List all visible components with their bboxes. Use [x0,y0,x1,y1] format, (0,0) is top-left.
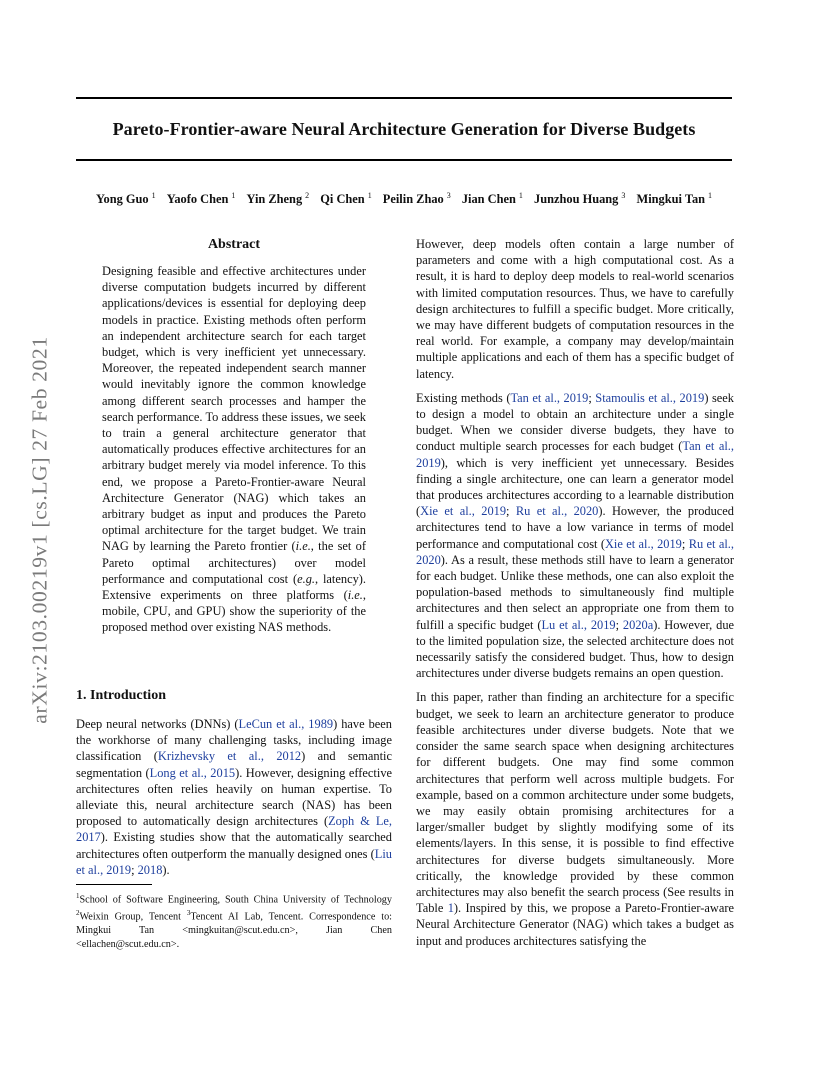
section-heading-introduction: 1. Introduction [76,688,166,703]
citation-link[interactable]: Liu et al., 2019 [76,846,392,877]
title-top-rule [76,97,732,99]
author [462,192,523,206]
body-paragraph: Existing methods (Tan et al., 2019; Stamoulis et al., 2019) seek to design a model to obtain an architecture under a single budget. When we consider diverse budgets, they have to conduct multiple search processes for each budget (Tan et al., 2019), which is very inefficient yet unnecessary. Besides finding a single architecture, one can learn a generator model that produces architectures according to a learnable distribution (Xie et al., 2019; Ru et al., 2020). However, the produced architectures tend to have a low variance in terms of model performance and computational cost (Xie et al., 2019; Ru et al., 2020). As a result, these methods still have to learn a generator for each budget. Unlike these methods, one can also exploit the population-based methods to simultaneously find multiple architectures and then select an appropriate one from them to fulfill a specific budget (Lu et al., 2019; 2020a). However, due to the limited population size, the selected architecture does not necessarily satisfy the considered budget. Thus, how to design architectures under diverse budgets remains an open question. [416,390,735,681]
citation-link[interactable]: LeCun et al., 1989 [238,717,334,731]
citation-link[interactable]: Tan et al., 2019 [510,390,589,405]
author-name: Peilin Zhao [382,192,444,207]
citation-link[interactable]: Xie et al., 2019 [420,504,507,519]
author [534,192,625,206]
author-name: Yong Guo [95,192,149,207]
citation-link[interactable]: Lu et al., 2019 [541,617,616,632]
left-column [76,236,393,950]
citation-link[interactable]: Krizhevsky et al., 2012 [157,749,302,764]
citation-link[interactable]: Xie et al., 2019 [604,536,682,551]
author [246,192,309,206]
citation-link[interactable]: 2018 [137,862,163,877]
author-name: Yaofo Chen [166,192,229,207]
author-affiliation: 1 [708,191,713,200]
citation-link[interactable]: 2020a [622,617,654,632]
author-name: Yin Zheng [246,192,303,207]
author-name: Jian Chen [461,192,516,207]
abstract-heading: Abstract [207,237,261,252]
author [320,192,371,206]
body-paragraph: However, deep models often contain a large number of parameters and come with a high computational cost. As a result, it is hard to deploy deep models to real-world scenarios with limited computation resources. Thus, we have to carefully design architectures to fulfill a specific budget. More critically, we may have different budgets of computation resources in the real world. For example, a company may develop/maintain multiple applications and each of them has a specific budget of latency. [416,237,734,381]
author-affiliation: 1 [151,191,156,200]
affiliation-footnote: $^1$School of Software Engineering, South China University of Technology $^2$Weixin Group, Tencent $^3$Tencent AI Lab, Tencent. Correspondence to: Mingkui Tan <mingkuitan@scut.edu.cn>, Jian Chen <ellachen@scut.edu.cn>. [76,892,393,950]
body-paragraph: In this paper, rather than finding an architecture for a specific budget, we seek to learn an architecture generator to produce feasible architectures under diverse budgets. Note that we consider the same search space when designing architectures for different budgets. One may find some common architectures that perform well across multiple budgets. For example, based on a common architecture under some budgets, we may easily obtain promising architectures for a larger/smaller budget by slightly modifying some of its elements/layers. In this sense, it is possible to find effective architectures for diverse budgets simultaneously. More critically, the knowledge provided by these common architectures may also benefit the search process (See results in Table 1). Inspired by this, we propose a Pareto-Frontier-aware Neural Architecture Generator (NAG) which takes a budget as input and produces architectures satisfying the [416,690,734,948]
arxiv-identifier-stamp: arXiv:2103.00219v1 [cs.LG] 27 Feb 2021 [27,336,52,724]
citation-link[interactable]: Ru et al., 2020 [416,536,734,567]
footnote-divider [76,884,152,885]
author [383,192,451,206]
author-name: Junzhou Huang [534,192,619,207]
author [96,192,156,206]
author-affiliation: 3 [621,191,626,200]
intro-paragraph: Deep neural networks (DNNs) (LeCun et al., 1989) have been the workhorse of many challenging tasks, including image classification (Krizhevsky et al., 2012) and semantic segmentation (Long et al., 2015). However, designing effective architectures often relies heavily on human expertise. To alleviate this, neural architecture search (NAS) has been proposed to automatically design architectures (Zoph & Le, 2017). Existing studies show that the automatically searched architectures often outperform the manually designed ones (Liu et al., 2019; 2018). [76,717,393,877]
author [167,192,236,206]
title-bottom-rule [76,159,732,161]
author [637,192,713,206]
author-affiliation: 1 [367,191,372,200]
citation-link[interactable]: Stamoulis et al., 2019 [595,390,705,405]
citation-link[interactable]: Ru et al., 2020 [515,504,599,519]
table-reference-link[interactable]: 1 [447,901,454,916]
right-column [416,236,734,957]
author-affiliation: 1 [231,191,236,200]
citation-link[interactable]: Zoph & Le, 2017 [76,814,392,845]
author-name: Mingkui Tan [636,192,706,207]
citation-link[interactable]: Tan et al., 2019 [416,439,734,470]
citation-link[interactable]: Long et al., 2015 [149,765,236,780]
author-list [76,191,732,207]
author-name: Qi Chen [320,192,365,207]
paper-title: Pareto-Frontier-aware Neural Architecture Generation for Diverse Budgets [112,119,696,139]
abstract-text: Designing feasible and effective architectures under diverse computation budgets incurred by different applications/devices is essential for deploying deep models in practice. Existing methods often perform an independent architecture search for each target budget, which is very inefficient yet unnecessary. Moreover, the repeated independent search manner would inevitably ignore the common knowledge among different search processes and hamper the search performance. To address these issues, we seek to train a general architecture generator that automatically produces effective architectures for an arbitrary budget merely via model inference. To this end, we propose a Pareto-Frontier-aware Neural Architecture Generator (NAG) which takes an arbitrary budget as input and produces the Pareto optimal architecture for the target budget. We train NAG by learning the Pareto frontier (i.e., the set of Pareto optimal architectures) over model performance and computational cost (e.g., latency). Extensive experiments on three platforms (i.e., mobile, CPU, and GPU) show the superiority of the proposed method over existing NAS methods. [102,264,366,635]
author-affiliation: 2 [305,191,310,200]
author-affiliation: 1 [518,191,523,200]
author-affiliation: 3 [446,191,451,200]
